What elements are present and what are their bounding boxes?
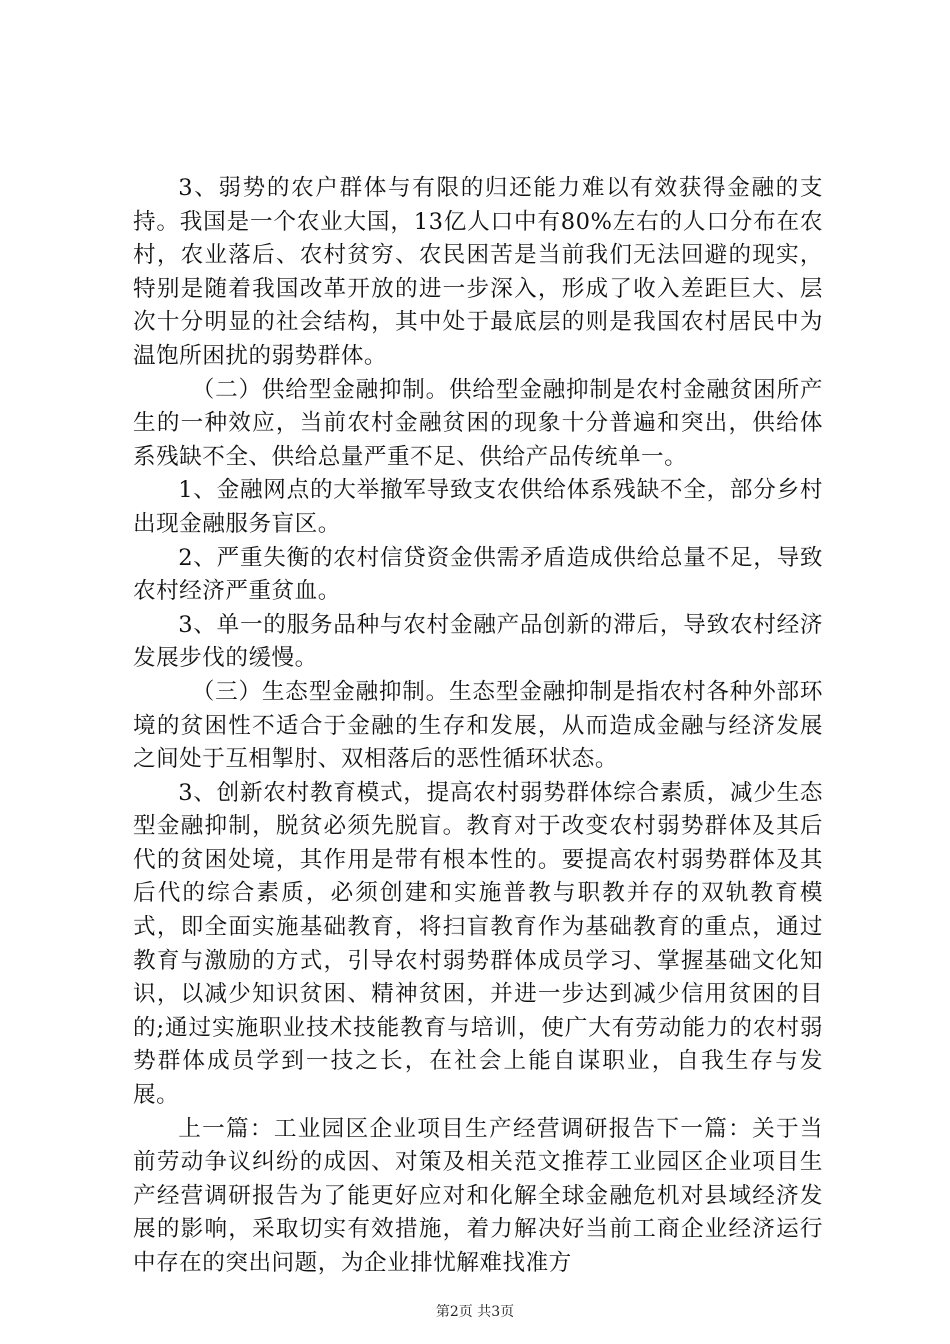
paragraph-financial-outlets: 1、金融网点的大举撤军导致支农供给体系残缺不全，部分乡村出现金融服务盲区。 [133, 477, 823, 537]
paragraph-weak-farmer-groups: 3、弱势的农户群体与有限的归还能力难以有效获得金融的支持。我国是一个农业大国，13亿人口中有80%左右的人口分布在农村，农业落后、农村贫穷、农民困苦是当前我们无法回避的现实，特别是随着我国改革开放的进一步深入，形成了收入差距巨大、层次十分明显的社会结构，其中处于最底层的则是我国农村居民中为温饱所困扰的弱势群体。 [133, 175, 823, 369]
paragraph-ecological-repression-heading: （三）生态型金融抑制。生态型金融抑制是指农村各种外部环境的贫困性不适合于金融的生存和发展，从而造成金融与经济发展之间处于互相掣肘、双相落后的恶性循环状态。 [133, 678, 823, 773]
paragraph-single-service: 3、单一的服务品种与农村金融产品创新的滞后，导致农村经济发展步伐的缓慢。 [133, 611, 823, 672]
paragraph-credit-imbalance: 2、严重失衡的农村信贷资金供需矛盾造成供给总量不足，导致农村经济严重贫血。 [133, 544, 823, 605]
paragraph-education-model: 3、创新农村教育模式，提高农村弱势群体综合素质，减少生态型金融抑制，脱贫必须先脱盲。教育对于改变农村弱势群体及其后代的贫困处境，其作用是带有根本性的。要提高农村弱势群体及其后代的综合素质，必须创建和实施普教与职教并存的双轨教育模式，即全面实施基础教育，将扫盲教育作为基础教育的重点，通过教育与激励的方式，引导农村弱势群体成员学习、掌握基础文化知识，以减少知识贫困、精神贫困，并进一步达到减少信用贫困的目的;通过实施职业技术技能教育与培训，使广大有劳动能力的农村弱势群体成员学到一技之长，在社会上能自谋职业，自我生存与发展。 [133, 779, 823, 1109]
paragraph-related-articles: 上一篇：工业园区企业项目生产经营调研报告下一篇：关于当前劳动争议纠纷的成因、对策及相关范文推荐工业园区企业项目生产经营调研报告为了能更好应对和化解全球金融危机对县域经济发展的影响，采取切实有效措施，着力解决好当前工商企业经济运行中存在的突出问题，为企业排忧解难找准方 [133, 1115, 823, 1276]
paragraph-supply-repression-heading: （二）供给型金融抑制。供给型金融抑制是农村金融贫困所产生的一种效应，当前农村金融贫困的现象十分普遍和突出，供给体系残缺不全、供给总量严重不足、供给产品传统单一。 [133, 376, 823, 470]
page-number: 第2页 共3页 [435, 1304, 515, 1320]
document-body [133, 172, 823, 1281]
